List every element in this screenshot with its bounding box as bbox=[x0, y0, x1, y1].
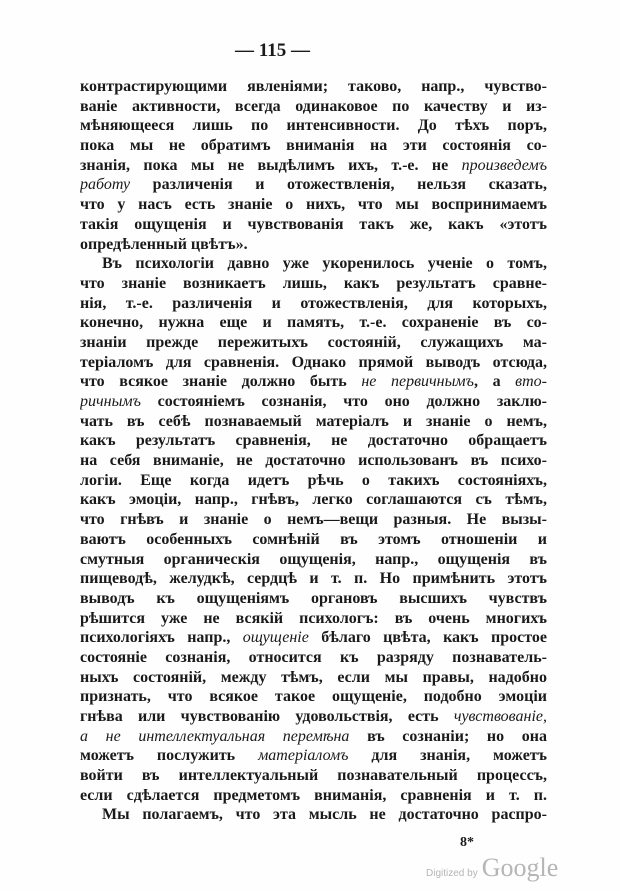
text-line bbox=[80, 569, 547, 589]
text-line bbox=[80, 510, 547, 530]
text-line bbox=[80, 707, 547, 727]
text-segment: что знаніе возникаетъ лишь, какъ результатъ сравне- bbox=[80, 274, 547, 292]
watermark-prefix: Digitized by bbox=[426, 868, 478, 879]
italic-text: произведемъ bbox=[461, 156, 547, 174]
text-line bbox=[80, 116, 547, 136]
text-line bbox=[80, 97, 547, 117]
text-segment: можетъ послужить bbox=[80, 747, 259, 765]
body-text bbox=[80, 77, 547, 825]
text-segment: Мы полагаемъ, что эта мысль не достаточно распро- bbox=[102, 806, 547, 824]
text-line bbox=[80, 766, 547, 786]
text-line bbox=[80, 727, 547, 747]
text-line bbox=[80, 530, 547, 550]
text-segment: опредѣленный цвѣтъ». bbox=[80, 235, 248, 253]
text-segment: контрастирующими явленіями; таково, напр., чувство- bbox=[80, 78, 547, 95]
text-segment: рѣшится уже не всякій психологъ: въ очень многихъ bbox=[80, 609, 547, 627]
text-segment: состояніемъ сознанія, что оно должно заклю- bbox=[140, 393, 547, 410]
text-segment: Въ психологіи давно уже укоренилось ученіе о томъ, bbox=[102, 255, 547, 273]
text-segment: для знанія, можетъ bbox=[348, 747, 547, 765]
text-line bbox=[80, 195, 547, 215]
italic-text: работу bbox=[80, 176, 131, 194]
page-number: — 115 — bbox=[235, 40, 310, 61]
text-segment: мѣняющееся лишь по интенсивности. До тѣхъ поръ, bbox=[80, 117, 547, 135]
text-segment: въ сознаніи; но она bbox=[349, 727, 547, 745]
text-line bbox=[80, 805, 547, 825]
italic-text: ощущеніе bbox=[242, 629, 309, 647]
text-line bbox=[80, 687, 547, 707]
text-segment: войти въ интеллектуальный познавательный процессъ, bbox=[80, 767, 547, 785]
text-segment: если сдѣлается предметомъ вниманія, сравненія и т. п. bbox=[80, 786, 547, 804]
text-segment: ныхъ состояній, между тѣмъ, если мы правы, надобно bbox=[80, 668, 547, 686]
text-line bbox=[80, 313, 547, 333]
text-line bbox=[80, 589, 547, 609]
text-segment: состояніе сознанія, относится къ разряду познаватель- bbox=[80, 648, 547, 666]
text-line bbox=[80, 412, 547, 432]
text-segment: признать, что всякое такое ощущеніе, подобно эмоціи bbox=[80, 688, 547, 706]
text-segment: знанія, пока мы не выдѣлимъ ихъ, т.-е. не bbox=[80, 156, 462, 174]
italic-text: не первичнымъ bbox=[361, 373, 474, 391]
text-segment: чать въ себѣ познаваемый матеріалъ и знаніе о немъ, bbox=[80, 412, 547, 430]
italic-text: чувствованіе, bbox=[453, 708, 547, 725]
text-segment: , а bbox=[473, 373, 516, 391]
text-line bbox=[80, 628, 547, 648]
text-line bbox=[80, 254, 547, 274]
text-segment: конечно, нужна еще и память, т.-е. сохраненіе въ со- bbox=[80, 314, 547, 332]
text-line bbox=[80, 648, 547, 668]
text-segment: какъ результатъ сравненія, не достаточно обращаетъ bbox=[80, 432, 547, 450]
text-line bbox=[80, 274, 547, 294]
text-segment: пищеводѣ, желудкѣ, сердцѣ и т. п. Но примѣнить этотъ bbox=[80, 570, 547, 588]
text-line bbox=[80, 471, 547, 491]
text-line bbox=[80, 235, 547, 255]
text-segment: психологіяхъ напр., bbox=[80, 629, 243, 647]
text-segment: бѣлаго цвѣта, какъ простое bbox=[308, 629, 547, 647]
text-line bbox=[80, 175, 547, 195]
text-line bbox=[80, 353, 547, 373]
text-segment: нія, т.-е. различенія и отожествленія, для которыхъ, bbox=[80, 294, 547, 312]
text-line bbox=[80, 786, 547, 806]
watermark-brand: Google bbox=[481, 853, 559, 882]
text-segment: различенія и отожествленія, нельзя сказать, bbox=[130, 176, 547, 194]
text-segment: ваніе активности, всегда одинаковое по качеству и из- bbox=[80, 97, 547, 115]
text-segment: ваютъ особенныхъ сомнѣній въ этомъ отношеніи и bbox=[80, 530, 547, 548]
text-line bbox=[80, 136, 547, 156]
text-segment: знаніи прежде пережитыхъ состояній, служащихъ ма- bbox=[80, 333, 547, 351]
text-line bbox=[80, 668, 547, 688]
text-segment: выводъ къ ощущеніямъ органовъ высшихъ чувствъ bbox=[80, 589, 547, 607]
google-watermark bbox=[426, 853, 558, 883]
text-line bbox=[80, 372, 547, 392]
text-segment: что у насъ есть знаніе о нихъ, что мы воспринимаемъ bbox=[80, 196, 547, 214]
text-line bbox=[80, 490, 547, 510]
text-line bbox=[80, 215, 547, 235]
text-segment: пока мы не обратимъ вниманія на эти состоянія со- bbox=[80, 137, 547, 155]
text-line bbox=[80, 77, 547, 97]
text-line bbox=[80, 294, 547, 314]
text-line bbox=[80, 392, 547, 412]
text-segment: что всякое знаніе должно быть bbox=[80, 373, 362, 391]
italic-text: ричнымъ bbox=[80, 393, 141, 410]
italic-text: матеріаломъ bbox=[258, 747, 349, 765]
text-line bbox=[80, 156, 547, 176]
text-segment: логіи. Еще когда идетъ рѣчь о такихъ состояніяхъ, bbox=[80, 471, 547, 489]
text-segment: гнѣва или чувствованію удовольствія, есть bbox=[80, 708, 454, 725]
text-line bbox=[80, 451, 547, 471]
text-line bbox=[80, 333, 547, 353]
text-segment: теріаломъ для сравненія. Однако прямой выводъ отсюда, bbox=[80, 353, 547, 371]
italic-text: вто- bbox=[515, 373, 547, 391]
text-segment: такія ощущенія и чувствованія такъ же, какъ «этотъ bbox=[80, 215, 547, 233]
text-segment: смутныя органическія ощущенія, напр., ощущенія въ bbox=[80, 550, 547, 568]
text-segment: какъ эмоціи, напр., гнѣвъ, легко соглашаются съ тѣмъ, bbox=[80, 491, 547, 509]
text-line bbox=[80, 609, 547, 629]
text-line bbox=[80, 431, 547, 451]
italic-text: а не интеллектуальная перемѣна bbox=[80, 727, 350, 745]
text-segment: что гнѣвъ и знаніе о немъ—вещи разныя. Не вызы- bbox=[80, 511, 547, 529]
signature-mark: 8* bbox=[460, 835, 474, 850]
text-line bbox=[80, 550, 547, 570]
text-line bbox=[80, 746, 547, 766]
text-segment: на себя вниманіе, не достаточно использованъ въ психо- bbox=[80, 452, 547, 470]
